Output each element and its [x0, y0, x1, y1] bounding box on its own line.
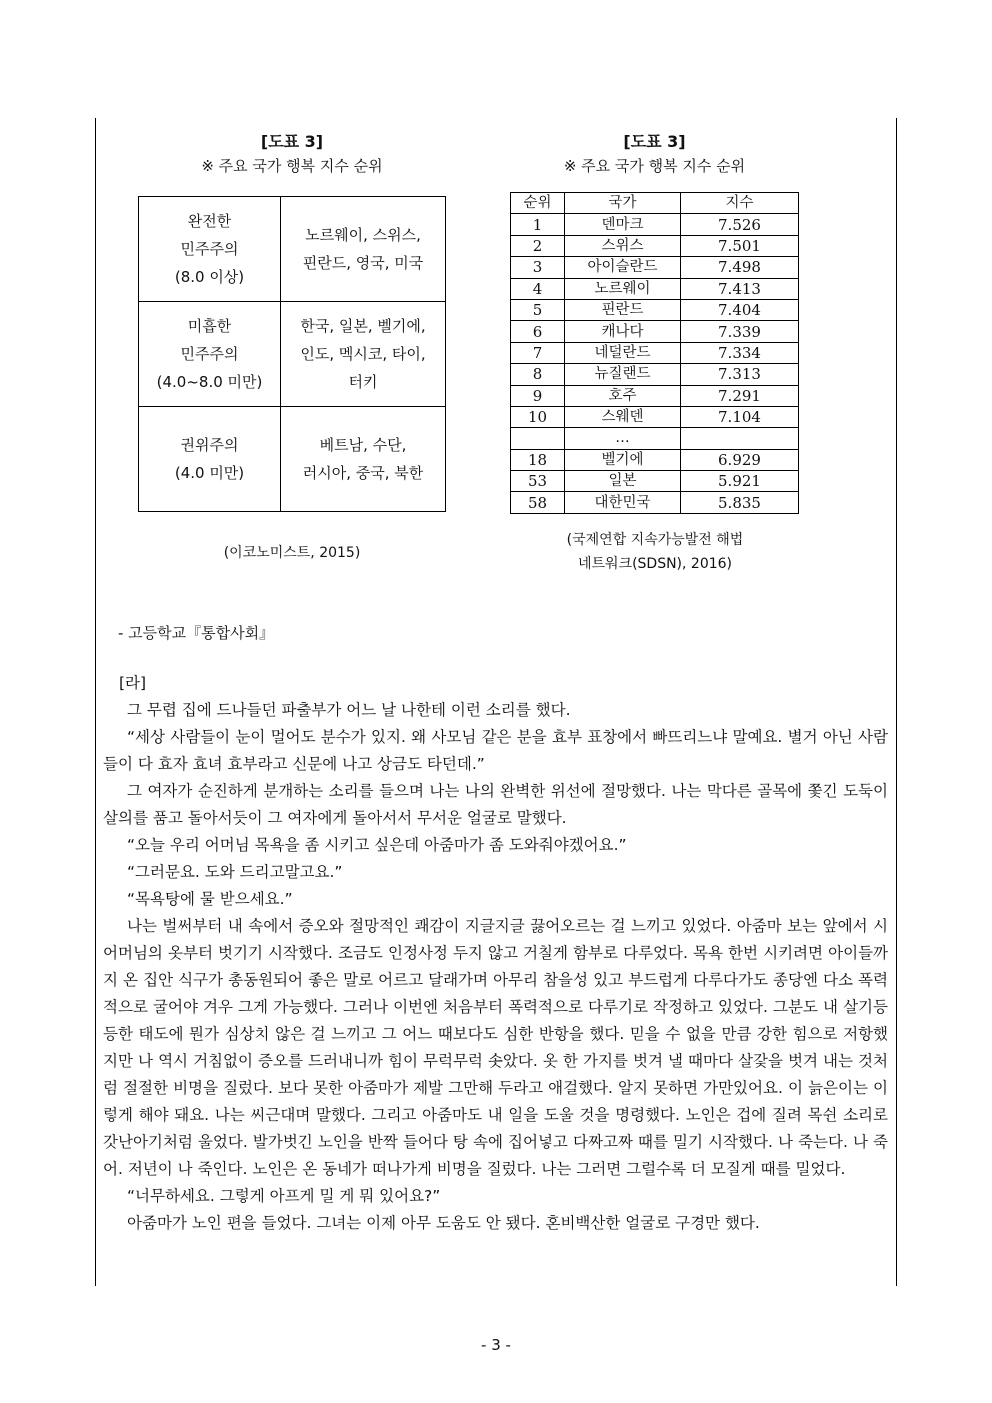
index-cell: 7.501 — [681, 235, 799, 256]
category-line: (4.0~8.0 미만) — [156, 373, 263, 391]
category-line: 완전한 — [187, 212, 232, 230]
right-figure-title: [도표 3] — [623, 132, 686, 151]
countries-line: 노르웨이, 스위스, — [305, 226, 421, 244]
table-row — [511, 428, 799, 449]
category-line: 미흡한 — [187, 317, 232, 335]
countries-cell — [281, 302, 446, 407]
index-cell: 6.929 — [681, 449, 799, 470]
table-row — [139, 197, 446, 302]
rank-cell: 10 — [511, 406, 565, 427]
table-row — [511, 492, 799, 513]
category-line: (8.0 이상) — [174, 268, 245, 286]
right-figure-source-line2: 네트워크(SDSN), 2016) — [577, 556, 733, 572]
table-row — [511, 406, 799, 427]
democracy-index-table — [138, 196, 446, 512]
countries-line: 한국, 일본, 벨기에, — [300, 317, 426, 335]
country-cell: 네덜란드 — [565, 342, 681, 363]
index-cell: 7.334 — [681, 342, 799, 363]
table-row — [511, 364, 799, 385]
index-cell: 7.291 — [681, 385, 799, 406]
rank-cell: 4 — [511, 278, 565, 299]
country-cell: 스위스 — [565, 235, 681, 256]
table-row — [511, 321, 799, 342]
paragraph: 나는 벌써부터 내 속에서 증오와 절망적인 쾌감이 지글지글 끓어오르는 걸 느끼고 있었다. 아줌마 보는 앞에서 시어머님의 옷부터 벗기기 시작했다. 조금도 인정사정 두지 않고 거칠게 함부로 다루었다. 목욕 한번 시키려면 아이들까지 온 집안 식구가 총동원되어 좋은 말로 어르고 달래가며 아무리 참을성 있고 부드럽게 다루다가도 종당엔 다소 폭력적으로 굴어야 겨우 그게 가능했다. 그러나 이번엔 처음부터 폭력적으로 다루기로 작정하고 있었다. 그분도 내 살기등등한 태도에 뭔가 심상치 않은 걸 느끼고 그 어느 때보다도 심한 반항을 했다. 믿을 수 없을 만큼 강한 힘으로 저항했지만 나 역시 거침없이 증오를 드러내니까 힘이 무럭무럭 솟았다. 옷 한 가지를 벗겨 낼 때마다 살갗을 벗겨 내는 것처럼 절절한 비명을 질렀다. 보다 못한 아줌마가 제발 그만해 두라고 애걸했다. 알지 못하면 가만있어요. 이 늙은이는 이렇게 해야 돼요. 나는 씨근대며 말했다. 그리고 아줌마도 내 일을 도울 것을 명령했다. 노인은 겁에 질려 목쉰 소리로 갓난아기처럼 울었다. 발가벗긴 노인을 반짝 들어다 탕 속에 집어넣고 다짜고짜 때를 밀기 시작했다. 나 죽는다. 나 죽어. 저년이 나 죽인다. 노인은 온 동네가 떠나가게 비명을 질렀다. 나는 그러면 그럴수록 더 모질게 때를 밀었다. — [103, 917, 888, 1178]
left-figure-subtitle: ※ 주요 국가 행복 지수 순위 — [201, 157, 383, 175]
category-line: 권위주의 — [180, 436, 239, 454]
index-cell: 7.404 — [681, 299, 799, 320]
country-cell: 덴마크 — [565, 214, 681, 235]
rank-cell: 9 — [511, 385, 565, 406]
index-cell — [681, 428, 799, 449]
table-row — [511, 235, 799, 256]
section-label: [라] — [119, 674, 147, 692]
table-row — [511, 299, 799, 320]
paragraph: “너무하세요. 그렇게 아프게 밀 게 뭐 있어요?” — [127, 1187, 441, 1205]
table-row — [511, 471, 799, 492]
category-line: (4.0 미만) — [174, 464, 245, 482]
left-figure-source: (이코노미스트, 2015) — [223, 545, 361, 561]
countries-line: 핀란드, 영국, 미국 — [302, 254, 424, 272]
index-cell: 7.526 — [681, 214, 799, 235]
index-cell: 7.498 — [681, 257, 799, 278]
rank-cell: 6 — [511, 321, 565, 342]
paragraph: “세상 사람들이 눈이 멀어도 분수가 있지. 왜 사모님 같은 분을 효부 표창에서 빠뜨리느냐 말예요. 별거 아닌 사람들이 다 효자 효녀 효부라고 신문에 나고 상금도 타던데.” — [103, 728, 888, 773]
table-row — [511, 385, 799, 406]
country-cell: … — [565, 428, 681, 449]
country-cell: 캐나다 — [565, 321, 681, 342]
right-figure-subtitle: ※ 주요 국가 행복 지수 순위 — [563, 157, 746, 175]
rank-cell: 18 — [511, 449, 565, 470]
country-cell: 아이슬란드 — [565, 257, 681, 278]
country-cell: 스웨덴 — [565, 406, 681, 427]
index-cell: 7.313 — [681, 364, 799, 385]
table-row — [139, 407, 446, 512]
countries-line: 터키 — [348, 373, 378, 391]
header-index: 지수 — [681, 193, 799, 214]
rank-cell: 58 — [511, 492, 565, 513]
paragraph: 그 여자가 순진하게 분개하는 소리를 들으며 나는 나의 완벽한 위선에 절망했다. 나는 막다른 골목에 쫓긴 도둑이 살의를 품고 돌아서듯이 그 여자에게 돌아서서 무서운 얼굴로 말했다. — [103, 782, 888, 827]
rank-cell: 8 — [511, 364, 565, 385]
table-row — [511, 449, 799, 470]
index-cell: 5.921 — [681, 471, 799, 492]
countries-cell — [281, 197, 446, 302]
country-cell: 핀란드 — [565, 299, 681, 320]
book-reference: - 고등학교『통합사회』 — [118, 624, 275, 642]
country-cell: 대한민국 — [565, 492, 681, 513]
country-cell: 노르웨이 — [565, 278, 681, 299]
header-rank: 순위 — [511, 193, 565, 214]
header-country: 국가 — [565, 193, 681, 214]
category-cell — [139, 197, 281, 302]
happiness-index-table — [510, 192, 799, 514]
category-line: 민주주의 — [180, 345, 239, 363]
paragraph: 그 무렵 집에 드나들던 파출부가 어느 날 나한테 이런 소리를 했다. — [127, 701, 571, 719]
passage — [103, 670, 888, 1237]
table-header-row — [511, 193, 799, 214]
table-row — [511, 278, 799, 299]
left-margin-line — [95, 118, 96, 1286]
category-cell — [139, 302, 281, 407]
rank-cell: 5 — [511, 299, 565, 320]
paragraph: “목욕탕에 물 받으세요.” — [127, 890, 293, 908]
country-cell: 호주 — [565, 385, 681, 406]
countries-line: 인도, 멕시코, 타이, — [300, 345, 426, 363]
right-figure-source-line1: (국제연합 지속가능발전 해법 — [566, 532, 744, 548]
countries-cell — [281, 407, 446, 512]
paragraph: “그러문요. 도와 드리고말고요.” — [127, 863, 343, 881]
index-cell: 7.339 — [681, 321, 799, 342]
table-row — [139, 302, 446, 407]
category-cell — [139, 407, 281, 512]
country-cell: 벨기에 — [565, 449, 681, 470]
rank-cell: 3 — [511, 257, 565, 278]
rank-cell: 7 — [511, 342, 565, 363]
index-cell: 7.104 — [681, 406, 799, 427]
left-figure-title: [도표 3] — [260, 132, 324, 151]
country-cell: 일본 — [565, 471, 681, 492]
index-cell: 7.413 — [681, 278, 799, 299]
category-line: 민주주의 — [180, 240, 239, 258]
table-row — [511, 214, 799, 235]
rank-cell — [511, 428, 565, 449]
countries-line: 베트남, 수단, — [319, 436, 407, 454]
index-cell: 5.835 — [681, 492, 799, 513]
table-row — [511, 342, 799, 363]
country-cell: 뉴질랜드 — [565, 364, 681, 385]
page-number: - 3 - — [481, 1336, 511, 1354]
rank-cell: 1 — [511, 214, 565, 235]
rank-cell: 53 — [511, 471, 565, 492]
paragraph: 아줌마가 노인 편을 들었다. 그녀는 이제 아무 도움도 안 됐다. 혼비백산한 얼굴로 구경만 했다. — [127, 1214, 760, 1232]
table-body — [511, 214, 799, 513]
table-row — [511, 257, 799, 278]
paragraph: “오늘 우리 어머님 목욕을 좀 시키고 싶은데 아줌마가 좀 도와줘야겠어요.” — [127, 836, 627, 854]
countries-line: 러시아, 중국, 북한 — [302, 464, 424, 482]
right-margin-line — [896, 118, 897, 1286]
rank-cell: 2 — [511, 235, 565, 256]
